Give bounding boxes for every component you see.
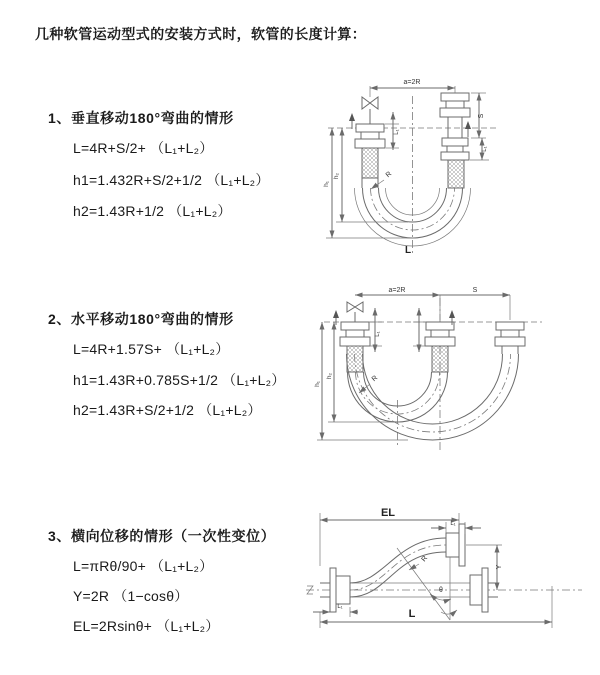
diagram-lateral-displacement xyxy=(300,500,600,645)
dim-l xyxy=(320,586,552,628)
dim-l1 xyxy=(370,308,382,352)
dim-l1-left xyxy=(385,112,400,150)
valve-symbol xyxy=(362,97,378,124)
right-pipe-flange xyxy=(495,322,525,354)
formula-line: h1=1.432R+S/2+1/2 （L₁+L₂） xyxy=(73,172,270,188)
dim-label-h1: h₁ xyxy=(323,181,330,187)
document-title: 几种软管运动型式的安装方式时，软管的长度计算： xyxy=(35,26,367,42)
dim-label-l1: L₁ xyxy=(482,146,488,152)
formula-line: L=4R+1.57S+ （L₁+L₂） xyxy=(73,341,230,357)
dim-label-s: S xyxy=(472,287,478,294)
dim-el xyxy=(320,507,459,566)
diagram-vertical-180-bend xyxy=(310,72,540,257)
diagram-horizontal-180-bend xyxy=(312,282,550,455)
dim-label-l: L xyxy=(404,245,412,256)
dim-s xyxy=(471,93,486,138)
section-2-heading: 2、水平移动180°弯曲的情形 xyxy=(48,311,234,327)
dim-label-s: S xyxy=(478,113,485,119)
dim-mid-flange xyxy=(413,308,425,352)
formula-line: Y=2R （1−cosθ） xyxy=(73,588,189,604)
formula-line: h1=1.43R+0.785S+1/2 （L₁+L₂） xyxy=(73,372,286,388)
dim-label-a2r: a=2R xyxy=(388,287,406,294)
formula-line: L=4R+S/2+ （L₁+L₂） xyxy=(73,140,214,156)
dim-label-r: R xyxy=(370,374,380,384)
valve-symbol xyxy=(347,302,363,322)
left-pipe-flange xyxy=(340,322,370,372)
dim-label-l1: L₁ xyxy=(394,129,400,135)
dim-label-theta: θ xyxy=(439,587,443,594)
upper-flange xyxy=(446,524,465,566)
dim-label-el: EL xyxy=(380,507,396,519)
dim-label-h1: h₁ xyxy=(314,381,321,387)
dim-l1-top xyxy=(431,521,481,534)
dim-label-l1: L₁ xyxy=(375,331,381,337)
formula-line: L=πRθ/90+ （L₁+L₂） xyxy=(73,558,214,574)
section-3-heading: 3、横向位移的情形（一次性变位） xyxy=(48,528,276,544)
s-curve-hose xyxy=(350,538,446,597)
formula-line: EL=2Rsinθ+ （L₁+L₂） xyxy=(73,618,220,634)
dim-label-h2: h₂ xyxy=(333,172,340,180)
middle-pipe-flange xyxy=(425,322,455,372)
dim-label-y: Y xyxy=(496,564,503,570)
dim-label-l: L xyxy=(408,608,416,620)
dim-l1-right xyxy=(470,138,489,160)
dim-label-h2: h₂ xyxy=(326,372,333,380)
dim-label-r: R xyxy=(420,554,430,564)
dim-label-l1: L₁ xyxy=(450,521,456,527)
dim-label-r: R xyxy=(384,170,394,180)
left-pipe-flange xyxy=(355,124,385,188)
section-1-heading: 1、垂直移动180°弯曲的情形 xyxy=(48,110,234,126)
dim-a2r xyxy=(355,287,440,320)
dim-label-a2r: a=2R xyxy=(403,79,421,86)
dim-label-l1: L₁ xyxy=(337,604,343,610)
formula-line: h2=1.43R+S/2+1/2 （L₁+L₂） xyxy=(73,402,262,418)
right-pipe-flange xyxy=(440,93,470,188)
formula-line: h2=1.43R+1/2 （L₁+L₂） xyxy=(73,203,232,219)
